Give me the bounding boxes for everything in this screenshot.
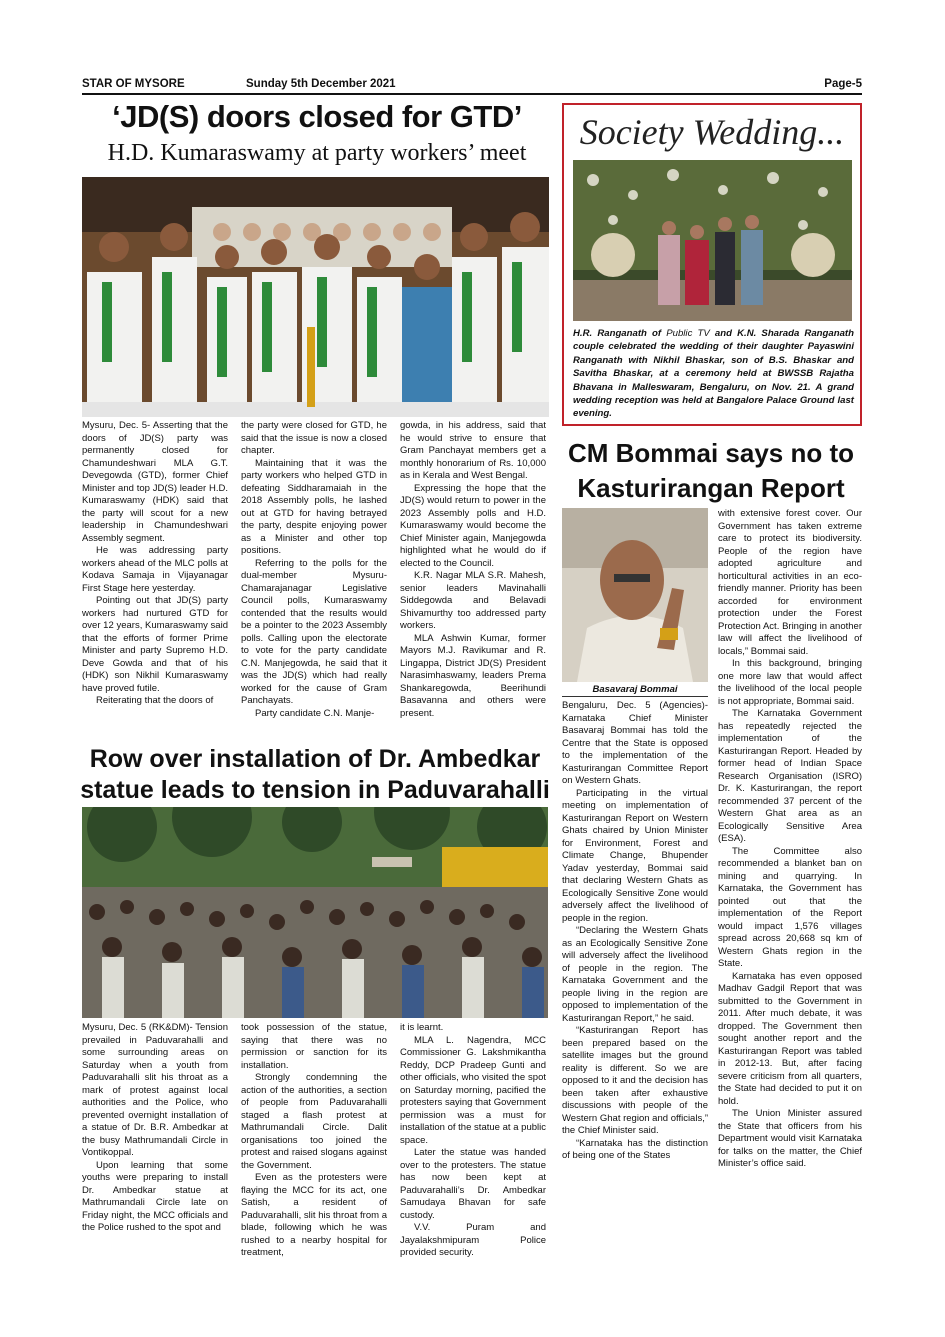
- jds-story-column-2: [241, 420, 387, 720]
- ambedkar-headline: Row over installation of Dr. Ambedkar statue leads to tension in Paduvarahalli: [80, 745, 550, 804]
- paragraph: Mysuru, Dec. 5 (RK&DM)- Tension prevailed in Paduvarahalli and some surrounding areas on Saturday when a youth from Paduvarahalli slit his throat as a mark of protest against local authorities and the Police, who prevented overnight installation of a statue of Dr. B.R. Ambedkar at the busy Mathrumandali Circle in Vontikoppal.: [82, 1022, 228, 1158]
- bommai-portrait-photo: [562, 508, 708, 682]
- paragraph: MLA L. Nagendra, MCC Commissioner G. Lakshmikantha Reddy, DCP Pradeep Gunti and other officials, who visited the spot on Saturday morning, pacified the protesters saying that Government permission was a must for installation of the statue at a public space.: [400, 1034, 546, 1146]
- paragraph: The Karnataka Government has repeatedly rejected the implementation of the Kasturirangan Report. Headed by former head of Indian Space Research Organisation (ISRO) Dr. K. Kasturirangan, the report recommended 37 percent of the Western Ghat area as an Ecologically Sensitive Area (ESA).: [718, 708, 862, 844]
- paragraph: Karnataka has even opposed Madhav Gadgil Report that was submitted to the Government in 2011. After much debate, it was dropped. The Government then sought another report and the Kasturirangan Report was tabled in 2012-13. But, after facing severe criticism from all quarters, the State had decided to put it on hold.: [718, 970, 862, 1107]
- paragraph: MLA Ashwin Kumar, former Mayors M.J. Ravikumar and R. Lingappa, District JD(S) President Narasimhaswamy, leaders Prema Shankaregowda, Beerihundi Basavanna and others were present.: [400, 632, 546, 719]
- paragraph: “Karnataka has the distinction of being one of the States: [562, 1137, 708, 1161]
- paragraph: took possession of the statue, saying that there was no permission or sanction for its installation.: [241, 1022, 387, 1071]
- paragraph: Mysuru, Dec. 5- Asserting that the doors of JD(S) party was permanently closed for Chamundeshwari MLA G.T. Devegowda (GTD), former Chief Minister and top JD(S) leader H.D. Kumaraswamy (HDK) said that the party will scout for a new leadership in Chamundeshwari Assembly segment.: [82, 420, 228, 544]
- paragraph: the party were closed for GTD, he said that the issue is now a closed chapter.: [241, 420, 387, 456]
- paragraph: The Committee also recommended a blanket ban on mining and quarrying. In Karnataka, the Government has pointed out that the implementation of the Report would impact 1,576 villages spread across 20,668 sq km of Western Ghats region in the State.: [718, 845, 862, 969]
- paragraph: gowda, in his address, said that he would strive to ensure that Gram Panchayat members get a monthly honorarium of Rs. 10,000 as in Kerala and West Bengal.: [400, 420, 546, 481]
- jds-subheadline: H.D. Kumaraswamy at party workers’ meet: [107, 140, 527, 166]
- paragraph: In this background, bringing one more law that would affect the livelihood of the local people is not appropriate, Bommai said.: [718, 658, 862, 707]
- paragraph: Party candidate C.N. Manje-: [255, 707, 375, 719]
- wedding-photo: [573, 160, 852, 321]
- paragraph: “Declaring the Western Ghats as an Ecologically Sensitive Zone will adversely affect the livelihood of people in the region. The Karnataka Government and the people living in the region are opposed to implementation of the Kasturirangan Report,” he said.: [562, 925, 708, 1024]
- tv-channel-name: Public TV: [666, 328, 710, 339]
- issue-date: Sunday 5th December 2021: [246, 78, 396, 90]
- paragraph: Even as the protesters were flaying the MCC for its act, one Satish, a resident of Paduvarahalli, slit his throat from a blade, following which he was rushed to a nearby hospital for treatment,: [241, 1172, 387, 1258]
- paragraph: Maintaining that it was the party workers who helped GTD in defeating Siddharamaiah in the 2018 Assembly polls, he lashed out at GTD for having betrayed the party, despite enjoying power as a Minister and other top positions.: [241, 457, 387, 556]
- society-wedding-box: [562, 103, 862, 426]
- paragraph: it is learnt.: [400, 1022, 444, 1033]
- society-wedding-title: Society Wedding...: [579, 112, 845, 152]
- paragraph: The Union Minister assured the State that officers from his Department would visit Karnataka for talks on the matter, the Chief Minister’s office said.: [718, 1108, 862, 1169]
- paragraph: Strongly condemning the action of the authorities, a section of people from Paduvarahalli staged a flash protest at Mathrumandali Circle. Dalit organisations too joined the protest and raised slogans against the Government.: [241, 1072, 387, 1171]
- bommai-story-column-2: [718, 508, 862, 1171]
- paragraph: Later the statue was handed over to the protesters. The statue has now been kept at Paduvarahalli’s Dr. Ambedkar Samudaya Bhavan for safe custody.: [400, 1147, 546, 1221]
- jds-meeting-photo: [82, 177, 549, 417]
- bommai-headline: CM Bommai says no to Kasturirangan Report: [567, 438, 855, 503]
- paragraph: Bengaluru, Dec. 5 (Agencies)- Karnataka Chief Minister Basavaraj Bommai has told the Centre that the State is opposed to the implementation of the Kasturirangan Committee Report on Western Ghats.: [562, 700, 708, 786]
- wedding-caption: H.R. Ranganath of Public TV and K.N. Sharada Ranganath couple celebrated the wedding of their daughter Payaswini Ranganath with Nikhil Bhaskar, son of B.S. Bhaskar and Savitha Bhaskar, at a ceremony held at BWSSB Rajatha Bhavana in Malleswaram, Bengaluru, on Nov. 21. A grand wedding reception was held at Bangalore Palace Ground last evening.: [573, 328, 854, 420]
- paragraph: Expressing the hope that the JD(S) would return to power in the 2023 Assembly polls and H.D. Kumaraswamy would become the Chief Minister again, Manjegowda highlighted what he would do if elected to the Council.: [400, 482, 546, 569]
- paragraph: V.V. Puram and Jayalakshmipuram Police provided security.: [400, 1222, 546, 1258]
- paragraph: with extensive forest cover. Our Government has taken extreme care to protect its biodiversity. People of the region have adopted agriculture and horticultural activities in an eco-friendly manner. Priority has been accorded for environment protection under the Forest Protection Act. Bringing in another law will affect the livelihood of locals,” Bommai said.: [718, 508, 862, 657]
- page-number: Page-5: [824, 78, 862, 90]
- paragraph: “Kasturirangan Report has been prepared based on the satellite images but the ground reality is different. So we are opposed to it and the decision has been taken after exhaustive discussions with people of the Western Ghat region and officials,” the Chief Minister said.: [562, 1025, 708, 1136]
- masthead-rule: [82, 93, 862, 95]
- paragraph: Reiterating that the doors of: [96, 695, 214, 706]
- paragraph: K.R. Nagar MLA S.R. Mahesh, senior leaders Mavinahalli Siddegowda and Belavadi Shivamurthy too addressed party workers.: [400, 570, 546, 631]
- ambedkar-story-column-3: [400, 1022, 546, 1260]
- jds-story-column-1: [82, 420, 228, 708]
- masthead: [82, 78, 862, 94]
- ambedkar-story-column-1: [82, 1022, 228, 1235]
- bommai-story-column-1: [562, 700, 708, 1163]
- jds-headline: ‘JD(S) doors closed for GTD’: [112, 99, 522, 134]
- paragraph: He was addressing party workers ahead of the MLC polls at Kodava Samaja in Vijayanagar First Stage here yesterday.: [82, 545, 228, 594]
- paragraph: Upon learning that some youths were preparing to install Dr. Ambedkar statue at Mathrumandali Circle late on Friday night, the MCC officials and the Police rushed to the spot and: [82, 1159, 228, 1233]
- paragraph: Pointing out that JD(S) party workers had nurtured GTD for over 12 years, Kumaraswamy said that the efforts of former Prime Minister and party Supremo H.D. Deve Gowda and that of his (HDK) son Nikhil Kumaraswamy have proved futile.: [82, 595, 228, 694]
- ambedkar-story-column-2: [241, 1022, 387, 1260]
- jds-story-column-3: [400, 420, 546, 720]
- bommai-photo-caption: Basavaraj Bommai: [562, 684, 708, 697]
- paragraph: Participating in the virtual meeting on implementation of Kasturirangan Report on Western Ghats chaired by Union Minister for Environment, Forest and Climate Change, Bhupender Yadav yesterday, Bommai said that declaring Western Ghats as Ecologically Sensitive Zone would adversely affect the livelihood of people in the region.: [562, 787, 708, 924]
- protest-crowd-photo: [82, 807, 548, 1018]
- publication-name: STAR OF MYSORE: [82, 78, 185, 90]
- paragraph: Referring to the polls for the dual-member Mysuru-Chamarajanagar Legislative Council polls, Kumaraswamy contended that the results would be a pointer to the 2023 Assembly polls. Calling upon the electorate to vote for the party candidate C.N. Manjegowda, he said that it was the JD(S) which had really worked for the cause of Gram Panchayats.: [241, 557, 387, 706]
